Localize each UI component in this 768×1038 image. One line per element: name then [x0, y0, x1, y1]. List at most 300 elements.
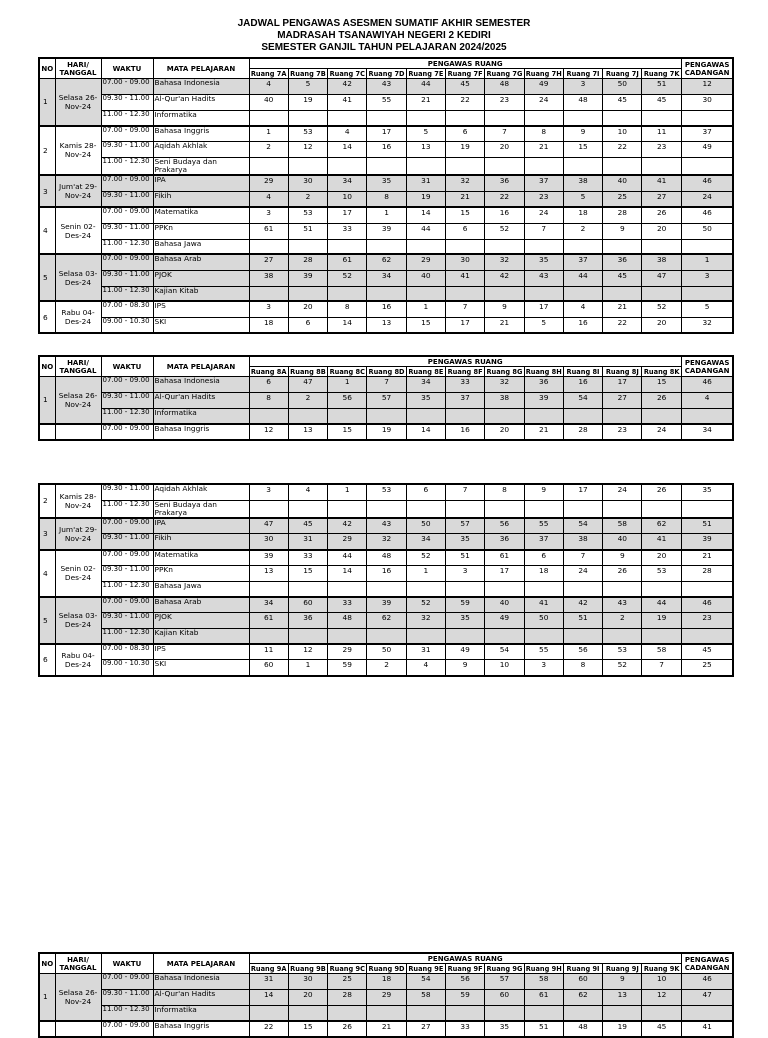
time-slot: 07.00 - 09.00: [101, 79, 153, 95]
schedule-grid: [38, 355, 734, 441]
time-slot: 09.30 - 11.00: [101, 393, 153, 409]
proctor-number: [249, 111, 288, 126]
reserve-proctor: 49: [681, 142, 733, 158]
schedule-row: [39, 254, 733, 270]
proctor-number: 13: [249, 566, 288, 582]
proctor-number: [288, 409, 327, 424]
proctor-number: 34: [406, 377, 445, 393]
room-header: Ruang 8E: [406, 367, 445, 377]
proctor-number: [642, 500, 681, 518]
schedule-row: [39, 142, 733, 158]
proctor-number: [406, 1006, 445, 1021]
proctor-number: 33: [445, 377, 484, 393]
proctor-number: 21: [524, 142, 563, 158]
proctor-number: 42: [328, 518, 367, 534]
time-slot: 07.00 - 09.00: [101, 974, 153, 990]
proctor-number: 6: [249, 377, 288, 393]
proctor-number: 27: [642, 191, 681, 207]
proctor-number: 51: [288, 223, 327, 239]
proctor-number: 29: [249, 175, 288, 191]
subject: Bahasa Inggris: [153, 1021, 249, 1037]
room-header: Ruang 7H: [525, 69, 562, 78]
proctor-number: [445, 239, 484, 254]
row-number: [39, 1021, 55, 1037]
reserve-proctor: 50: [681, 223, 733, 239]
proctor-number: 62: [367, 613, 406, 629]
header-time: WAKTU: [101, 953, 153, 974]
proctor-number: 41: [642, 175, 681, 191]
day-date: Rabu 04-Des-24: [55, 644, 101, 676]
proctor-number: 44: [642, 597, 681, 613]
proctor-number: [249, 629, 288, 644]
proctor-number: 54: [563, 393, 602, 409]
proctor-number: 4: [328, 126, 367, 142]
proctor-number: 20: [485, 424, 524, 440]
time-slot: 07.00 - 08.30: [101, 644, 153, 660]
subject: IPS: [153, 644, 249, 660]
day-date: Selasa 03-Des-24: [55, 597, 101, 644]
proctor-number: 58: [406, 990, 445, 1006]
proctor-number: 2: [367, 660, 406, 676]
proctor-number: 16: [485, 207, 524, 223]
schedule-row: [39, 644, 733, 660]
proctor-number: [445, 629, 484, 644]
proctor-number: 21: [406, 95, 445, 111]
proctor-number: 10: [328, 191, 367, 207]
time-slot: 09.30 - 11.00: [101, 223, 153, 239]
proctor-number: [524, 286, 563, 301]
proctor-number: 33: [328, 223, 367, 239]
proctor-number: [288, 500, 327, 518]
proctor-number: 25: [328, 974, 367, 990]
schedule-table-grade-7: [38, 57, 731, 334]
reserve-proctor: 46: [681, 597, 733, 613]
row-number: 1: [39, 377, 55, 424]
proctor-number: 45: [603, 270, 642, 286]
proctor-number: 5: [524, 317, 563, 333]
proctor-number: [603, 286, 642, 301]
time-slot: 09.30 - 11.00: [101, 613, 153, 629]
time-slot: 09.30 - 11.00: [101, 142, 153, 158]
room-header: Ruang 7K: [643, 69, 680, 78]
proctor-number: [367, 409, 406, 424]
proctor-number: 14: [406, 207, 445, 223]
schedule-row: [39, 629, 733, 644]
header-day: HARI/ TANGGAL: [55, 356, 101, 377]
time-slot: 11.00 - 12.30: [101, 239, 153, 254]
proctor-number: 33: [445, 1021, 484, 1037]
schedule-row: [39, 424, 733, 440]
proctor-number: 3: [249, 484, 288, 500]
time-slot: 09.30 - 11.00: [101, 484, 153, 500]
day-date: Senin 02-Des-24: [55, 207, 101, 254]
proctor-number: 36: [288, 613, 327, 629]
proctor-number: 4: [288, 484, 327, 500]
proctor-number: [485, 582, 524, 597]
proctor-number: [445, 158, 484, 176]
reserve-proctor: 32: [681, 317, 733, 333]
room-header: Ruang 9B: [290, 964, 326, 973]
proctor-number: 40: [603, 534, 642, 550]
proctor-number: 9: [603, 974, 642, 990]
proctor-number: [288, 629, 327, 644]
proctor-number: 50: [524, 613, 563, 629]
subject: Bahasa Jawa: [153, 239, 249, 254]
time-slot: 07.00 - 08.30: [101, 301, 153, 317]
time-slot: 11.00 - 12.30: [101, 286, 153, 301]
schedule-grid: [38, 57, 734, 334]
proctor-number: 39: [249, 550, 288, 566]
proctor-number: 15: [288, 566, 327, 582]
proctor-number: 52: [328, 270, 367, 286]
proctor-number: 19: [642, 613, 681, 629]
proctor-number: [563, 500, 602, 518]
reserve-proctor: 41: [681, 1021, 733, 1037]
time-slot: 09.30 - 11.00: [101, 990, 153, 1006]
schedule-grid: [38, 483, 734, 677]
proctor-number: 34: [406, 534, 445, 550]
proctor-number: 1: [406, 301, 445, 317]
proctor-number: [563, 1006, 602, 1021]
proctor-number: [445, 500, 484, 518]
proctor-number: [524, 111, 563, 126]
proctor-number: 32: [485, 377, 524, 393]
proctor-number: 15: [445, 207, 484, 223]
subject: Bahasa Arab: [153, 597, 249, 613]
proctor-number: 21: [485, 317, 524, 333]
proctor-number: 35: [445, 534, 484, 550]
proctor-number: 36: [485, 175, 524, 191]
proctor-number: [249, 286, 288, 301]
proctor-number: 13: [406, 142, 445, 158]
reserve-proctor: 1: [681, 254, 733, 270]
proctor-number: [524, 409, 563, 424]
proctor-number: [288, 158, 327, 176]
room-header: Ruang 7D: [368, 69, 405, 78]
schedule-row: [39, 550, 733, 566]
proctor-number: 19: [367, 424, 406, 440]
subject: Bahasa Arab: [153, 254, 249, 270]
proctor-number: 61: [485, 550, 524, 566]
schedule-row: [39, 377, 733, 393]
proctor-number: [328, 158, 367, 176]
row-number: 5: [39, 597, 55, 644]
proctor-number: 62: [563, 990, 602, 1006]
proctor-number: 36: [603, 254, 642, 270]
time-slot: 07.00 - 09.00: [101, 207, 153, 223]
proctor-number: 60: [485, 990, 524, 1006]
schedule-row: [39, 582, 733, 597]
proctor-number: 9: [603, 223, 642, 239]
proctor-number: 31: [288, 534, 327, 550]
room-header: Ruang 8C: [329, 367, 365, 376]
proctor-number: 41: [524, 597, 563, 613]
proctor-number: 20: [642, 223, 681, 239]
proctor-number: [485, 629, 524, 644]
reserve-proctor: 47: [681, 990, 733, 1006]
proctor-number: [328, 286, 367, 301]
proctor-number: 14: [328, 317, 367, 333]
proctor-number: 15: [288, 1021, 327, 1037]
schedule-row: [39, 79, 733, 95]
day-date: Selasa 03-Des-24: [55, 254, 101, 301]
proctor-number: 34: [367, 270, 406, 286]
subject: Aqidah Akhlak: [153, 142, 249, 158]
schedule-row: [39, 393, 733, 409]
proctor-number: 40: [485, 597, 524, 613]
reserve-proctor: 21: [681, 550, 733, 566]
proctor-number: 36: [524, 377, 563, 393]
proctor-number: [524, 1006, 563, 1021]
header-no: NO: [39, 58, 55, 79]
subject: PJOK: [153, 613, 249, 629]
reserve-proctor: 30: [681, 95, 733, 111]
proctor-number: 40: [603, 175, 642, 191]
proctor-number: 40: [249, 95, 288, 111]
proctor-number: 8: [367, 191, 406, 207]
proctor-number: [642, 111, 681, 126]
proctor-number: 15: [563, 142, 602, 158]
proctor-number: 56: [445, 974, 484, 990]
proctor-number: 22: [249, 1021, 288, 1037]
subject: Fikih: [153, 191, 249, 207]
time-slot: 09.00 - 10.30: [101, 660, 153, 676]
room-header: Ruang 8J: [603, 367, 642, 377]
proctor-number: 48: [485, 79, 524, 95]
proctor-number: 10: [642, 974, 681, 990]
subject: IPA: [153, 175, 249, 191]
room-header: Ruang 9I: [563, 964, 602, 974]
time-slot: 09.30 - 11.00: [101, 270, 153, 286]
proctor-number: 50: [406, 518, 445, 534]
subject: Bahasa Inggris: [153, 424, 249, 440]
proctor-number: 52: [603, 660, 642, 676]
proctor-number: 16: [563, 317, 602, 333]
proctor-number: 43: [603, 597, 642, 613]
proctor-number: 32: [485, 254, 524, 270]
schedule-row: [39, 286, 733, 301]
proctor-number: [642, 629, 681, 644]
proctor-number: 59: [445, 597, 484, 613]
doc-title-line-3: SEMESTER GANJIL TAHUN PELAJARAN 2024/2025: [261, 42, 507, 53]
proctor-number: 30: [288, 974, 327, 990]
room-header: Ruang 9G: [486, 964, 523, 973]
proctor-number: [603, 629, 642, 644]
proctor-number: 32: [445, 175, 484, 191]
proctor-number: 13: [367, 317, 406, 333]
proctor-number: 2: [603, 613, 642, 629]
proctor-number: 53: [367, 484, 406, 500]
row-number: 2: [39, 126, 55, 176]
proctor-number: [406, 409, 445, 424]
room-header: Ruang 7G: [486, 69, 523, 78]
subject: SKI: [153, 317, 249, 333]
proctor-number: 38: [563, 534, 602, 550]
proctor-number: 35: [445, 613, 484, 629]
proctor-number: 33: [288, 550, 327, 566]
schedule-row: [39, 409, 733, 424]
proctor-number: 54: [485, 644, 524, 660]
schedule-row: [39, 1021, 733, 1037]
proctor-number: 54: [563, 518, 602, 534]
time-slot: 07.00 - 09.00: [101, 377, 153, 393]
proctor-number: 20: [288, 301, 327, 317]
proctor-number: 2: [288, 393, 327, 409]
proctor-number: 18: [563, 207, 602, 223]
proctor-number: 19: [406, 191, 445, 207]
proctor-number: 7: [642, 660, 681, 676]
proctor-number: 23: [603, 424, 642, 440]
proctor-number: 26: [642, 207, 681, 223]
room-header: Ruang 8F: [445, 367, 484, 377]
subject: Bahasa Inggris: [153, 126, 249, 142]
proctor-number: 13: [288, 424, 327, 440]
reserve-proctor: 46: [681, 377, 733, 393]
proctor-number: 42: [328, 79, 367, 95]
proctor-number: 17: [524, 301, 563, 317]
room-header: Ruang 8H: [525, 367, 562, 376]
proctor-number: [249, 239, 288, 254]
proctor-number: 17: [367, 126, 406, 142]
room-header: Ruang 8G: [486, 367, 523, 376]
proctor-number: 26: [328, 1021, 367, 1037]
proctor-number: 59: [328, 660, 367, 676]
proctor-number: 61: [328, 254, 367, 270]
proctor-number: 60: [288, 597, 327, 613]
day-date: Kamis 28-Nov-24: [55, 484, 101, 518]
proctor-number: 37: [445, 393, 484, 409]
proctor-number: 53: [603, 644, 642, 660]
reserve-proctor: 46: [681, 974, 733, 990]
reserve-proctor: 46: [681, 175, 733, 191]
day-date: Kamis 28-Nov-24: [55, 126, 101, 176]
proctor-number: 9: [563, 126, 602, 142]
proctor-number: 17: [328, 207, 367, 223]
proctor-number: 4: [406, 660, 445, 676]
proctor-number: 55: [367, 95, 406, 111]
proctor-number: [485, 409, 524, 424]
time-slot: 11.00 - 12.30: [101, 1006, 153, 1021]
reserve-proctor: [681, 582, 733, 597]
proctor-number: 45: [642, 1021, 681, 1037]
proctor-number: 29: [367, 990, 406, 1006]
schedule-row: [39, 175, 733, 191]
schedule-table-grade-9: [38, 952, 731, 1038]
schedule-row: [39, 270, 733, 286]
proctor-number: 56: [328, 393, 367, 409]
schedule-row: [39, 660, 733, 676]
proctor-number: 53: [288, 126, 327, 142]
proctor-number: 24: [642, 424, 681, 440]
proctor-number: 1: [288, 660, 327, 676]
schedule-row: [39, 990, 733, 1006]
schedule-row: [39, 518, 733, 534]
proctor-number: 19: [603, 1021, 642, 1037]
proctor-number: 1: [249, 126, 288, 142]
proctor-number: 53: [288, 207, 327, 223]
header-subject: MATA PELAJARAN: [153, 58, 249, 79]
proctor-number: [642, 158, 681, 176]
proctor-number: [367, 500, 406, 518]
proctor-number: 47: [288, 377, 327, 393]
proctor-number: 45: [288, 518, 327, 534]
proctor-number: 44: [406, 223, 445, 239]
day-date: Senin 02-Des-24: [55, 550, 101, 597]
proctor-number: [328, 1006, 367, 1021]
proctor-number: 37: [524, 175, 563, 191]
proctor-number: [642, 239, 681, 254]
proctor-number: 6: [288, 317, 327, 333]
proctor-number: [485, 111, 524, 126]
proctor-number: 60: [563, 974, 602, 990]
proctor-number: [249, 158, 288, 176]
proctor-number: 7: [485, 126, 524, 142]
proctor-number: 17: [563, 484, 602, 500]
proctor-number: 10: [603, 126, 642, 142]
reserve-proctor: [681, 158, 733, 176]
subject: Fikih: [153, 534, 249, 550]
time-slot: 07.00 - 09.00: [101, 424, 153, 440]
proctor-number: 24: [563, 566, 602, 582]
schedule-row: [39, 126, 733, 142]
room-header: Ruang 9F: [445, 964, 484, 974]
reserve-proctor: [681, 286, 733, 301]
proctor-number: 12: [642, 990, 681, 1006]
proctor-number: 39: [367, 223, 406, 239]
time-slot: 09.30 - 11.00: [101, 534, 153, 550]
room-header: Ruang 7I: [563, 69, 602, 79]
proctor-number: 9: [524, 484, 563, 500]
proctor-number: 9: [603, 550, 642, 566]
proctor-number: 12: [288, 644, 327, 660]
proctor-number: 3: [524, 660, 563, 676]
proctor-number: 62: [367, 254, 406, 270]
proctor-number: [563, 629, 602, 644]
schedule-row: [39, 484, 733, 500]
proctor-number: 43: [524, 270, 563, 286]
proctor-number: [367, 286, 406, 301]
proctor-number: [406, 500, 445, 518]
proctor-number: [328, 239, 367, 254]
proctor-number: 24: [524, 95, 563, 111]
proctor-number: [524, 582, 563, 597]
reserve-proctor: 23: [681, 613, 733, 629]
proctor-number: 52: [406, 550, 445, 566]
proctor-number: 16: [367, 566, 406, 582]
proctor-number: 8: [328, 301, 367, 317]
proctor-number: 50: [603, 79, 642, 95]
schedule-row: [39, 95, 733, 111]
proctor-number: 54: [406, 974, 445, 990]
proctor-number: [642, 286, 681, 301]
proctor-number: 10: [485, 660, 524, 676]
proctor-number: 19: [288, 95, 327, 111]
proctor-number: 61: [249, 613, 288, 629]
header-time: WAKTU: [101, 356, 153, 377]
proctor-number: 6: [445, 126, 484, 142]
subject: PPKn: [153, 566, 249, 582]
proctor-number: 31: [249, 974, 288, 990]
proctor-number: 41: [328, 95, 367, 111]
day-date: [55, 1021, 101, 1037]
proctor-number: 25: [603, 191, 642, 207]
proctor-number: [524, 239, 563, 254]
reserve-proctor: 35: [681, 484, 733, 500]
proctor-number: 30: [445, 254, 484, 270]
proctor-number: 9: [485, 301, 524, 317]
schedule-row: [39, 534, 733, 550]
proctor-number: 60: [249, 660, 288, 676]
